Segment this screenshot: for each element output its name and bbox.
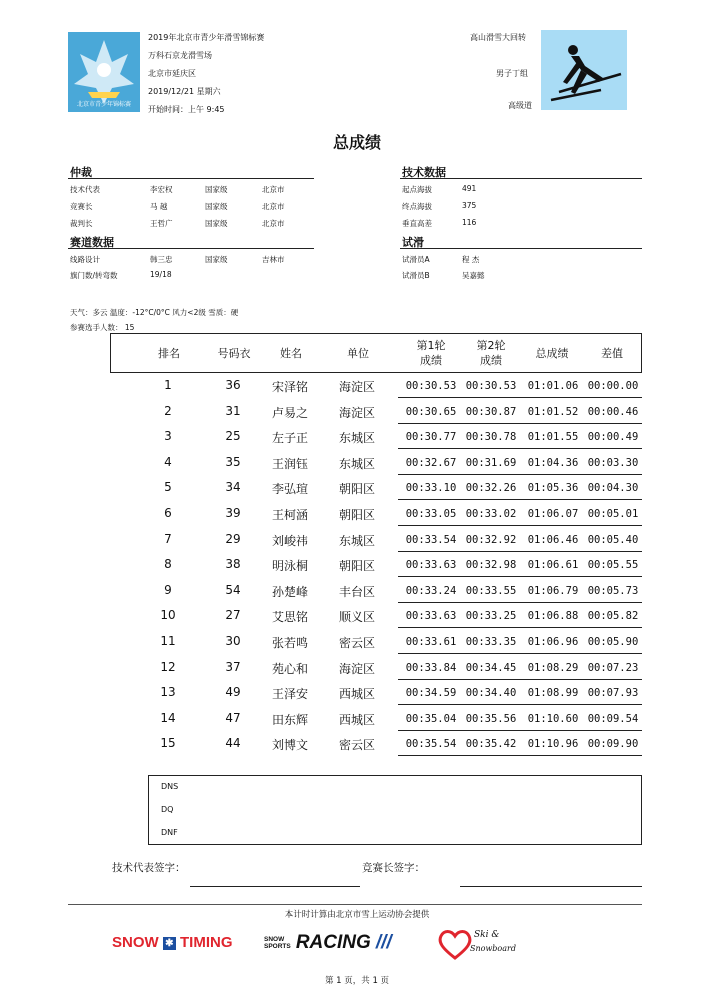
table-row [110, 502, 642, 527]
cell-rank: 7 [164, 531, 172, 546]
cell-bib: 31 [225, 403, 241, 418]
cell-total: 01:10.60 [527, 712, 579, 725]
cell-rank: 10 [160, 608, 176, 623]
cell-underline [398, 679, 460, 680]
cell-rank: 6 [164, 506, 172, 520]
cell-run1: 00:30.77 [405, 431, 457, 444]
jury-city: 北京市 [262, 219, 285, 228]
col-diff: 差值 [601, 347, 623, 360]
cell-unit: 朝阳区 [338, 508, 375, 522]
ski-snowboard-logo [438, 928, 528, 962]
venue-name: 万科石京龙滑雪场 [148, 51, 212, 60]
discipline: 高山滑雪大回转 [470, 33, 526, 42]
cell-rank: 9 [164, 582, 172, 597]
cell-run2: 00:33.35 [465, 636, 517, 648]
cell-underline [458, 627, 520, 628]
col-bib: 号码衣 [217, 347, 251, 360]
cell-underline [398, 730, 460, 731]
cell-run2: 00:30.53 [465, 380, 517, 392]
cell-run2: 00:30.87 [465, 405, 517, 418]
cell-run2: 00:32.92 [465, 533, 517, 546]
snow-timing-word1: SNOW [112, 934, 159, 951]
racing-small-b: SPORTS [264, 943, 291, 950]
cell-bib: 47 [225, 710, 241, 725]
cell-total: 01:01.55 [527, 431, 579, 444]
page-number: 第 1 页，共 1 页 [324, 976, 390, 986]
heart-icon [438, 928, 472, 960]
table-row [110, 707, 642, 732]
cell-run2: 00:32.26 [465, 482, 517, 495]
cell-underline [398, 627, 460, 628]
cell-total: 01:05.36 [527, 482, 579, 495]
cell-unit: 密云区 [338, 738, 375, 753]
cell-run1: 00:30.65 [405, 405, 457, 418]
cell-diff: 00:00.46 [587, 405, 639, 418]
weather-conditions: 天气：多云 温度：-12°C/0°C 风力<2级 雪质：硬 [70, 308, 239, 317]
cell-diff: 00:09.54 [587, 712, 639, 725]
cell-diff: 00:07.23 [587, 661, 639, 674]
cell-diff: 00:09.90 [587, 738, 639, 751]
cell-underline [580, 679, 642, 680]
cell-run2: 00:33.02 [465, 508, 517, 520]
cell-rank: 15 [160, 736, 176, 751]
cell-unit: 顺义区 [338, 610, 375, 625]
cell-run2: 00:34.45 [465, 661, 517, 674]
cell-unit: 西城区 [338, 712, 375, 727]
cell-total: 01:08.99 [527, 687, 579, 700]
cell-rank: 11 [160, 634, 176, 648]
cell-diff: 00:05.82 [587, 610, 639, 623]
cell-name: 王柯涵 [271, 508, 308, 522]
cell-rank: 13 [160, 685, 176, 700]
cell-run2: 00:31.69 [465, 456, 517, 469]
cell-underline [520, 602, 582, 603]
dq-label: DQ [161, 805, 174, 814]
jury-level: 国家级 [205, 185, 228, 194]
cell-run1: 00:33.63 [405, 610, 457, 623]
jury-role: 竞赛长 [70, 202, 93, 211]
cell-underline [520, 474, 582, 475]
results-table-header [110, 333, 642, 373]
course-level: 高级道 [508, 101, 532, 110]
cell-underline [398, 602, 460, 603]
cell-underline [458, 653, 520, 654]
course-name: 19/18 [150, 270, 172, 279]
cell-underline [398, 551, 460, 552]
cell-run2: 00:34.40 [465, 687, 517, 700]
cell-name: 宋泽铭 [271, 380, 308, 394]
cell-name: 刘峻祎 [271, 533, 308, 548]
cell-underline [580, 602, 642, 603]
table-row [110, 476, 642, 501]
cell-underline [398, 474, 460, 475]
timing-provider: 本计时计算由北京市雪上运动协会提供 [284, 910, 430, 920]
cell-total: 01:04.36 [527, 456, 579, 469]
cell-total: 01:06.79 [527, 584, 579, 597]
cell-unit: 朝阳区 [338, 559, 375, 574]
ski-word: Ski & [474, 930, 500, 940]
race-director-signature-line [460, 886, 642, 887]
cell-bib: 54 [225, 582, 241, 597]
cell-run1: 00:33.61 [405, 636, 457, 648]
cell-run1: 00:33.84 [405, 661, 457, 674]
jury-role: 技术代表 [70, 185, 100, 194]
cell-name: 孙楚峰 [271, 584, 308, 599]
page-title: 总成绩 [332, 133, 381, 152]
cell-name: 李弘瑄 [271, 482, 308, 497]
col-name: 姓名 [280, 347, 302, 360]
cell-underline [580, 397, 642, 398]
event-date: 2019/12/21 星期六 [148, 87, 221, 96]
cell-name: 王泽安 [271, 687, 308, 702]
cell-diff: 00:05.55 [587, 559, 639, 572]
jury-name: 马 越 [150, 202, 168, 211]
cell-total: 01:01.52 [527, 405, 579, 418]
cell-underline [580, 755, 642, 756]
cell-rank: 2 [164, 403, 172, 418]
course-city: 吉林市 [262, 255, 285, 264]
cell-diff: 00:03.30 [587, 456, 639, 469]
col-rank: 排名 [158, 347, 180, 360]
event-name: 2019年北京市青少年滑雪锦标赛 [148, 33, 265, 42]
cell-unit: 西城区 [338, 687, 375, 702]
course-name: 韩三忠 [150, 255, 173, 264]
course-role: 旗门数/转弯数 [70, 271, 118, 280]
logo-caption: 北京市青少年锦标赛 [76, 101, 131, 108]
snowboard-word: Snowboard [470, 944, 516, 953]
col-run1 [401, 338, 461, 368]
status-box [148, 775, 642, 845]
cell-underline [458, 525, 520, 526]
table-row [110, 374, 642, 399]
cell-underline [458, 730, 520, 731]
cell-underline [580, 525, 642, 526]
cell-underline [580, 704, 642, 705]
cell-underline [580, 551, 642, 552]
jury-level: 国家级 [205, 219, 228, 228]
cell-underline [520, 551, 582, 552]
snowflake-icon: ✱ [163, 937, 176, 950]
cell-underline [398, 755, 460, 756]
table-row [110, 528, 642, 553]
cell-underline [398, 704, 460, 705]
tech-label: 起点海拔 [402, 185, 432, 194]
cell-unit: 海淀区 [338, 405, 375, 420]
cell-underline [520, 576, 582, 577]
tech-label: 垂直高差 [402, 219, 432, 228]
cell-rank: 14 [160, 710, 176, 725]
table-row [110, 732, 642, 757]
cell-diff: 00:05.01 [587, 508, 639, 520]
cell-run2: 00:35.42 [465, 738, 517, 751]
col-run1-line2: 成绩 [420, 354, 442, 367]
table-row [110, 681, 642, 706]
jury-role: 裁判长 [70, 219, 93, 228]
cell-underline [520, 679, 582, 680]
cell-bib: 39 [225, 506, 241, 520]
cell-underline [398, 423, 460, 424]
td-signature-line [190, 886, 360, 887]
cell-diff: 00:00.00 [587, 380, 639, 392]
jury-level: 国家级 [205, 202, 228, 211]
forerunner-label: 试滑员B [402, 271, 430, 280]
snow-sports-racing-logo [264, 932, 392, 954]
cell-run1: 00:33.63 [405, 559, 457, 572]
cell-underline [398, 448, 460, 449]
table-row [110, 451, 642, 476]
snow-timing-logo [112, 934, 233, 951]
cell-underline [580, 474, 642, 475]
jury-city: 北京市 [262, 202, 285, 211]
cell-underline [520, 755, 582, 756]
cell-underline [398, 653, 460, 654]
cell-name: 苑心和 [271, 661, 308, 676]
cell-underline [458, 397, 520, 398]
cell-unit: 东城区 [338, 431, 375, 446]
cell-run1: 00:30.53 [405, 380, 457, 392]
cell-underline [458, 704, 520, 705]
event-logo [68, 32, 140, 112]
cell-name: 明泳桐 [271, 559, 308, 574]
cell-total: 01:06.46 [527, 533, 579, 546]
skier-image [541, 30, 627, 110]
racing-small-a: SNOW [264, 936, 285, 943]
cell-rank: 12 [160, 659, 176, 674]
cell-unit: 东城区 [338, 456, 375, 471]
cell-underline [458, 602, 520, 603]
cell-total: 01:06.88 [527, 610, 579, 623]
cell-bib: 38 [225, 557, 241, 572]
col-total: 总成绩 [535, 347, 569, 360]
cell-bib: 36 [225, 378, 241, 392]
cell-name: 王润钰 [271, 456, 308, 471]
cell-underline [398, 576, 460, 577]
col-unit: 单位 [347, 347, 369, 360]
jury-heading: 仲裁 [70, 166, 92, 179]
table-row [110, 400, 642, 425]
racing-slashes-icon: /// [375, 932, 392, 953]
jury-name: 李宏权 [150, 185, 173, 194]
cell-underline [580, 576, 642, 577]
cell-diff: 00:05.40 [587, 533, 639, 546]
cell-total: 01:06.61 [527, 559, 579, 572]
course-role: 线路设计 [70, 255, 100, 264]
cell-bib: 29 [225, 531, 241, 546]
racing-word: RACING [295, 932, 371, 953]
cell-run1: 00:33.24 [405, 584, 457, 597]
cell-underline [398, 499, 460, 500]
event-location: 北京市延庆区 [148, 69, 196, 78]
cell-bib: 25 [225, 429, 241, 444]
cell-underline [398, 525, 460, 526]
cell-run1: 00:34.59 [405, 687, 457, 700]
cell-rank: 8 [164, 557, 172, 572]
cell-total: 01:01.06 [527, 380, 579, 392]
cell-underline [520, 627, 582, 628]
cell-name: 刘博文 [271, 738, 308, 753]
forerunner-value: 吴嘉懿 [462, 271, 485, 280]
tech-value: 116 [462, 218, 477, 227]
cell-name: 左子正 [271, 431, 308, 446]
cell-run1: 00:32.67 [405, 456, 457, 469]
cell-rank: 3 [164, 429, 172, 444]
cell-underline [458, 576, 520, 577]
cell-rank: 1 [164, 378, 172, 392]
cell-bib: 37 [225, 659, 241, 674]
dns-label: DNS [161, 782, 179, 791]
cell-run2: 00:35.56 [465, 712, 517, 725]
cell-underline [580, 423, 642, 424]
cell-underline [520, 704, 582, 705]
cell-diff: 00:00.49 [587, 431, 639, 444]
cell-underline [520, 397, 582, 398]
cell-underline [458, 474, 520, 475]
cell-run1: 00:35.04 [405, 712, 457, 725]
cell-underline [520, 730, 582, 731]
table-row [110, 630, 642, 655]
td-signature-label: 技术代表签字： [112, 862, 186, 874]
tech-value: 491 [462, 184, 477, 193]
cell-underline [520, 423, 582, 424]
cell-total: 01:10.96 [527, 738, 579, 751]
cell-diff: 00:05.90 [587, 636, 639, 648]
cell-diff: 00:07.93 [587, 687, 639, 700]
cell-run2: 00:33.25 [465, 610, 517, 623]
cell-run1: 00:33.54 [405, 533, 457, 546]
cell-underline [520, 499, 582, 500]
jury-city: 北京市 [262, 185, 285, 194]
course-level: 国家级 [205, 255, 228, 264]
cell-underline [398, 397, 460, 398]
col-run2-line1: 第2轮 [476, 339, 506, 352]
cell-rank: 4 [164, 454, 172, 469]
cell-underline [520, 653, 582, 654]
tech-data-heading: 技术数据 [402, 166, 446, 179]
table-row [110, 656, 642, 681]
col-run2-line2: 成绩 [480, 354, 502, 367]
tech-value: 375 [462, 201, 477, 210]
cell-name: 田东辉 [271, 712, 308, 727]
cell-unit: 东城区 [338, 533, 375, 548]
cell-underline [580, 448, 642, 449]
start-time: 开始时间：上午 9:45 [148, 105, 225, 114]
dnf-label: DNF [161, 828, 178, 837]
cell-underline [520, 448, 582, 449]
snow-timing-word2: TIMING [180, 934, 233, 951]
col-run1-line1: 第1轮 [416, 339, 446, 352]
cell-unit: 丰台区 [338, 584, 375, 599]
cell-underline [458, 755, 520, 756]
cell-run2: 00:30.78 [465, 431, 517, 444]
cell-run1: 00:35.54 [405, 738, 457, 751]
table-row [110, 425, 642, 450]
col-run2 [461, 338, 521, 368]
forerunner-label: 试滑员A [402, 255, 430, 264]
course-data-heading: 赛道数据 [70, 236, 114, 249]
cell-run2: 00:32.98 [465, 559, 517, 572]
cell-bib: 35 [225, 454, 241, 469]
cell-unit: 海淀区 [338, 380, 375, 394]
cell-bib: 44 [225, 736, 241, 751]
cell-bib: 27 [225, 608, 241, 623]
cell-underline [580, 499, 642, 500]
category: 男子丁组 [496, 69, 528, 78]
cell-unit: 密云区 [338, 636, 375, 650]
cell-diff: 00:04.30 [587, 482, 639, 495]
cell-unit: 朝阳区 [338, 482, 375, 497]
cell-underline [580, 730, 642, 731]
table-row [110, 579, 642, 604]
forerunners-heading: 试滑 [402, 236, 424, 249]
tech-label: 终点海拔 [402, 202, 432, 211]
cell-underline [580, 653, 642, 654]
cell-run2: 00:33.55 [465, 584, 517, 597]
race-director-signature-label: 竞赛长签字： [362, 862, 425, 874]
cell-underline [458, 551, 520, 552]
cell-diff: 00:05.73 [587, 584, 639, 597]
cell-total: 01:08.29 [527, 661, 579, 674]
table-row [110, 553, 642, 578]
cell-name: 卢易之 [271, 405, 308, 420]
cell-total: 01:06.07 [527, 508, 579, 520]
skier-icon [541, 30, 627, 110]
cell-bib: 34 [225, 480, 241, 495]
cell-underline [458, 423, 520, 424]
table-row [110, 604, 642, 629]
forerunner-value: 程 杰 [462, 255, 480, 264]
cell-total: 01:06.96 [527, 636, 579, 648]
cell-bib: 30 [225, 634, 241, 648]
cell-run1: 00:33.05 [405, 508, 457, 520]
participant-count: 参赛选手人数： 15 [70, 323, 135, 332]
cell-bib: 49 [225, 685, 241, 700]
cell-name: 张若鸣 [271, 636, 308, 650]
cell-underline [458, 448, 520, 449]
cell-underline [520, 525, 582, 526]
cell-unit: 海淀区 [338, 661, 375, 676]
cell-underline [458, 679, 520, 680]
cell-rank: 5 [164, 480, 172, 495]
cell-underline [580, 627, 642, 628]
cell-underline [458, 499, 520, 500]
cell-run1: 00:33.10 [405, 482, 457, 495]
cell-name: 艾思铭 [271, 610, 308, 625]
jury-name: 王哲广 [150, 219, 173, 228]
